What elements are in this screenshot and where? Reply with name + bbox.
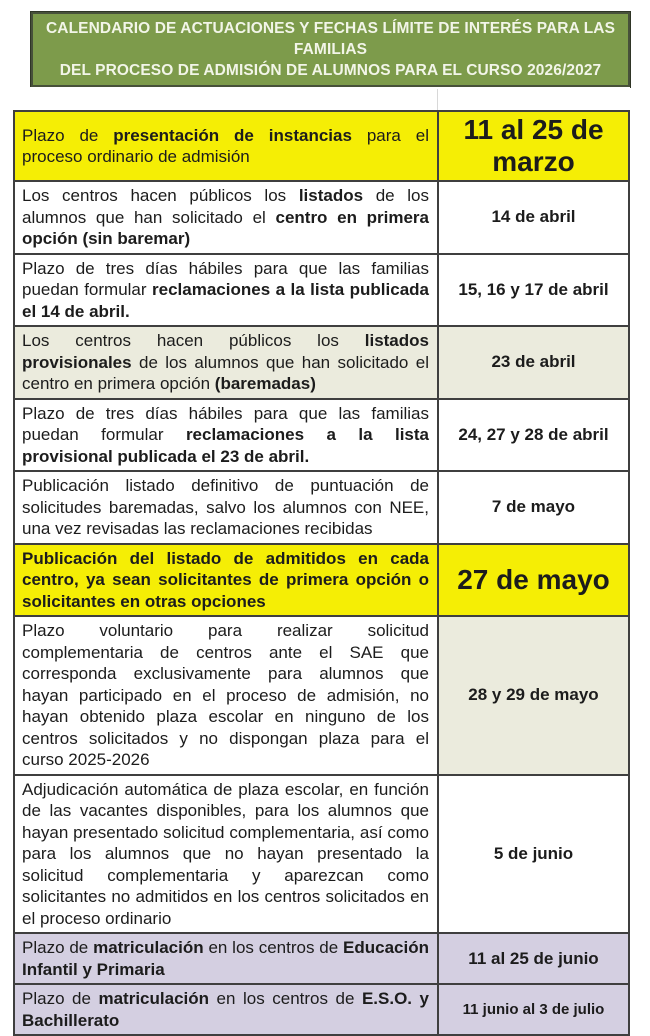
action-text: Adjudicación automática de plaza escolar, en función de las vacantes disponibles, para los alumnos que hayan presentado solicitud complementaria, así como para los alumnos que no hayan presentado la solicitud complementaria y aparezcan como solicitantes no admitidos en los centros solicitados en el proceso ordinario <box>22 779 429 928</box>
table-row <box>15 615 628 774</box>
action-text: Los centros hacen públicos los listados de los alumnos que han solicitado el centro en primera opción (sin baremar) <box>22 186 429 248</box>
action-cell <box>15 255 437 326</box>
date-cell: 27 de mayo <box>437 545 628 616</box>
action-text: Plazo de presentación de instancias para el proceso ordinario de admisión <box>22 125 430 166</box>
action-text: Plazo voluntario para realizar solicitud complementaria de centros ante el SAE que corresponda exclusivamente para alumnos que hayan participado en el proceso de admisión, no hayan obtenido plaza escolar en ninguno de los centros solicitados y no dispongan plaza para el curso 2025-2026 <box>22 621 429 769</box>
date-cell: 7 de mayo <box>437 472 628 543</box>
date-cell: 23 de abril <box>437 327 628 398</box>
action-cell <box>15 617 437 774</box>
table-row <box>15 932 628 983</box>
action-text: Los centros hacen públicos los listados provisionales de los alumnos que han solicitado el centro en primera opción (baremadas) <box>22 331 429 393</box>
table-row <box>15 983 628 1034</box>
column-divider-line <box>437 89 438 110</box>
action-cell <box>15 182 437 253</box>
date-cell: 14 de abril <box>437 182 628 253</box>
action-cell <box>15 985 437 1034</box>
date-cell: 11 al 25 de marzo <box>437 112 628 180</box>
table-row <box>15 180 628 253</box>
table-row <box>15 112 628 180</box>
table-row <box>15 325 628 398</box>
action-cell <box>15 400 437 471</box>
table-row <box>15 543 628 616</box>
date-cell: 28 y 29 de mayo <box>437 617 628 774</box>
table-row <box>15 398 628 471</box>
title-line-2: DEL PROCESO DE ADMISIÓN DE ALUMNOS PARA EL CURSO 2026/2027 <box>59 62 602 79</box>
date-cell: 5 de junio <box>437 776 628 933</box>
spacer-row <box>13 87 630 110</box>
action-cell <box>15 472 437 543</box>
action-cell <box>15 327 437 398</box>
table-row <box>15 253 628 326</box>
action-cell <box>15 934 437 983</box>
action-text: Plazo de tres días hábiles para que las familias puedan formular reclamaciones a la lista provisional publicada el 23 de abril. <box>22 403 429 466</box>
action-cell <box>15 545 437 616</box>
action-cell <box>15 112 437 180</box>
action-cell <box>15 776 437 933</box>
title-banner <box>31 12 630 87</box>
date-cell: 11 al 25 de junio <box>437 934 628 983</box>
calendar-table <box>13 110 630 1036</box>
date-cell: 11 junio al 3 de julio <box>437 985 628 1034</box>
table-row <box>15 774 628 933</box>
action-text: Plazo de matriculación en los centros de E.S.O. y Bachillerato <box>22 989 429 1030</box>
action-text: Publicación del listado de admitidos en cada centro, ya sean solicitantes de primera opción o solicitantes en otras opciones <box>22 548 429 611</box>
date-cell: 15, 16 y 17 de abril <box>437 255 628 326</box>
action-text: Plazo de tres días hábiles para que las familias puedan formular reclamaciones a la lista publicada el 14 de abril. <box>22 258 429 321</box>
action-text: Plazo de matriculación en los centros de Educación Infantil y Primaria <box>22 938 429 979</box>
date-cell: 24, 27 y 28 de abril <box>437 400 628 471</box>
page <box>0 12 650 1030</box>
title-line-1: CALENDARIO DE ACTUACIONES Y FECHAS LÍMITE DE INTERÉS PARA LAS FAMILIAS <box>45 20 616 58</box>
action-text: Publicación listado definitivo de puntuación de solicitudes baremadas, salvo los alumnos con NEE, una vez revisadas las reclamaciones recibidas <box>22 476 429 538</box>
table-row <box>15 470 628 543</box>
